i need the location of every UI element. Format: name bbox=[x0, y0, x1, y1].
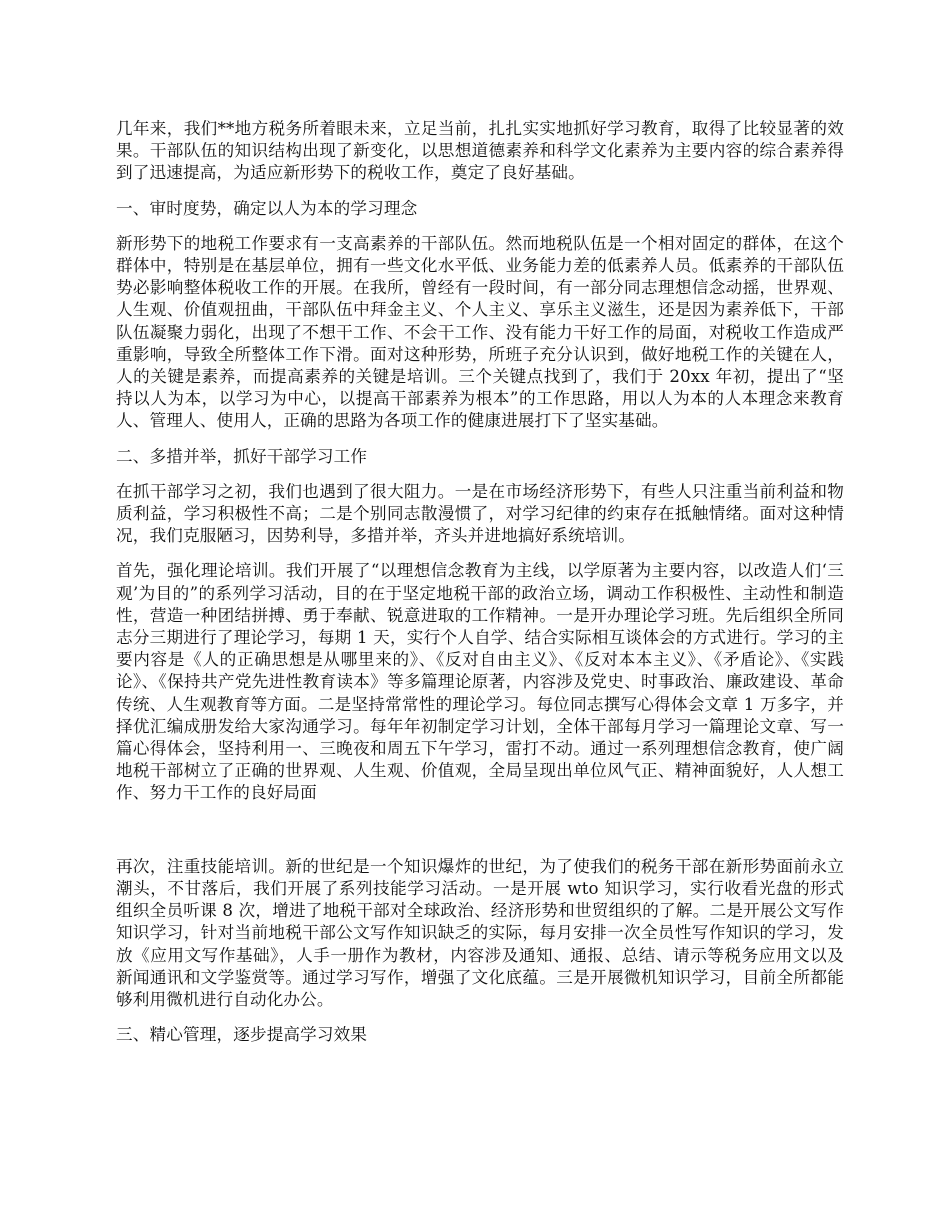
paragraph-gap bbox=[116, 220, 844, 233]
paragraph-gap-large bbox=[116, 805, 844, 856]
paragraph-gap bbox=[116, 433, 844, 446]
paragraph-gap bbox=[116, 1011, 844, 1024]
intro-paragraph: 几年来，我们**地方税务所着眼未来，立足当前，扎扎实实地抓好学习教育，取得了比较显著的效果。干部队伍的知识结构出现了新变化，以思想道德素养和科学文化素养为主要内容的综合素养得到了迅速提高，为适应新形势下的税收工作，奠定了良好基础。 bbox=[116, 119, 844, 183]
paragraph-gap bbox=[116, 185, 844, 198]
section-2-paragraph-intro: 在抓干部学习之初，我们也遇到了很大阻力。一是在市场经济形势下，有些人只注重当前利益和物质利益，学习积极性不高；二是个别同志散漫惯了，对学习纪律的约束存在抵触情绪。面对这种情况，我们克服陋习，因势利导，多措并举，齐头并进地搞好系统培训。 bbox=[116, 481, 844, 546]
section-1-paragraph: 新形势下的地税工作要求有一支高素养的干部队伍。然而地税队伍是一个相对固定的群体，在这个群体中，特别是在基层单位，拥有一些文化水平低、业务能力差的低素养人员。低素养的干部队伍势必影响整体税收工作的开展。在我所，曾经有一段时间，有一部分同志理想信念动摇，世界观、人生观、价值观扭曲，干部队伍中拜金主义、个人主义、享乐主义滋生，还是因为素养低下，干部队伍凝聚力弱化，出现了不想干工作、不会干工作、没有能力干好工作的局面，对税收工作造成严重影响，导致全所整体工作下滑。面对这种形势，所班子充分认识到，做好地税工作的关键在人，人的关键是素养，而提高素养的关键是培训。三个关键点找到了，我们于 20xx 年初，提出了“坚持以人为本，以学习为中心，以提高干部素养为根本”的工作思路，用以人为本的人本理念来教育人、管理人、使用人，正确的思路为各项工作的健康进展打下了坚实基础。 bbox=[116, 233, 844, 431]
section-heading-1: 一、审时度势，确定以人为本的学习理念 bbox=[116, 198, 418, 218]
document-body bbox=[116, 118, 844, 1046]
paragraph-gap bbox=[116, 468, 844, 481]
section-2-paragraph-skills: 再次，注重技能培训。新的世纪是一个知识爆炸的世纪，为了使我们的税务干部在新形势面前永立潮头，不甘落后，我们开展了系列技能学习活动。一是开展 wto 知识学习，实行收看光盘的形式组织全员听课 8 次，增进了地税干部对全球政治、经济形势和世贸组织的了解。二是开展公文写作知识学习，针对当前地税干部公文写作知识缺乏的实际，每月安排一次全员性写作知识的学习，发放《应用文写作基础》，人手一册作为教材，内容涉及通知、通报、总结、请示等税务应用文以及新闻通讯和文学鉴赏等。通过学习写作，增强了文化底蕴。三是开展微机知识学习，目前全所都能够利用微机进行自动化办公。 bbox=[116, 856, 844, 1009]
paragraph-gap bbox=[116, 547, 844, 560]
section-heading-2: 二、多措并举，抓好干部学习工作 bbox=[116, 446, 368, 466]
section-2-paragraph-theory: 首先，强化理论培训。我们开展了“以理想信念教育为主线，以学原著为主要内容，以改造人们‘三观’为目的”的系列学习活动，目的在于坚定地税干部的政治立场，调动工作积极性、主动性和制造性，营造一种团结拼搏、勇于奉献、锐意进取的工作精神。一是开办理论学习班。先后组织全所同志分三期进行了理论学习，每期 1 天，实行个人自学、结合实际相互谈体会的方式进行。学习的主要内容是《人的正确思想是从哪里来的》、《反对自由主义》、《反对本本主义》、《矛盾论》、《实践论》、《保持共产党先进性教育读本》等多篇理论原著，内容涉及党史、时事政治、廉政建设、革命传统、人生观教育等方面。二是坚持常常性的理论学习。每位同志撰写心得体会文章 1 万多字，并择优汇编成册发给大家沟通学习。每年年初制定学习计划，全体干部每月学习一篇理论文章、写一篇心得体会，坚持利用一、三晚夜和周五下午学习，雷打不动。通过一系列理想信念教育，使广阔地税干部树立了正确的世界观、人生观、价值观，全局呈现出单位风气正、精神面貌好，人人想工作、努力干工作的良好局面 bbox=[116, 561, 844, 803]
section-heading-3: 三、精心管理，逐步提高学习效果 bbox=[116, 1025, 368, 1045]
